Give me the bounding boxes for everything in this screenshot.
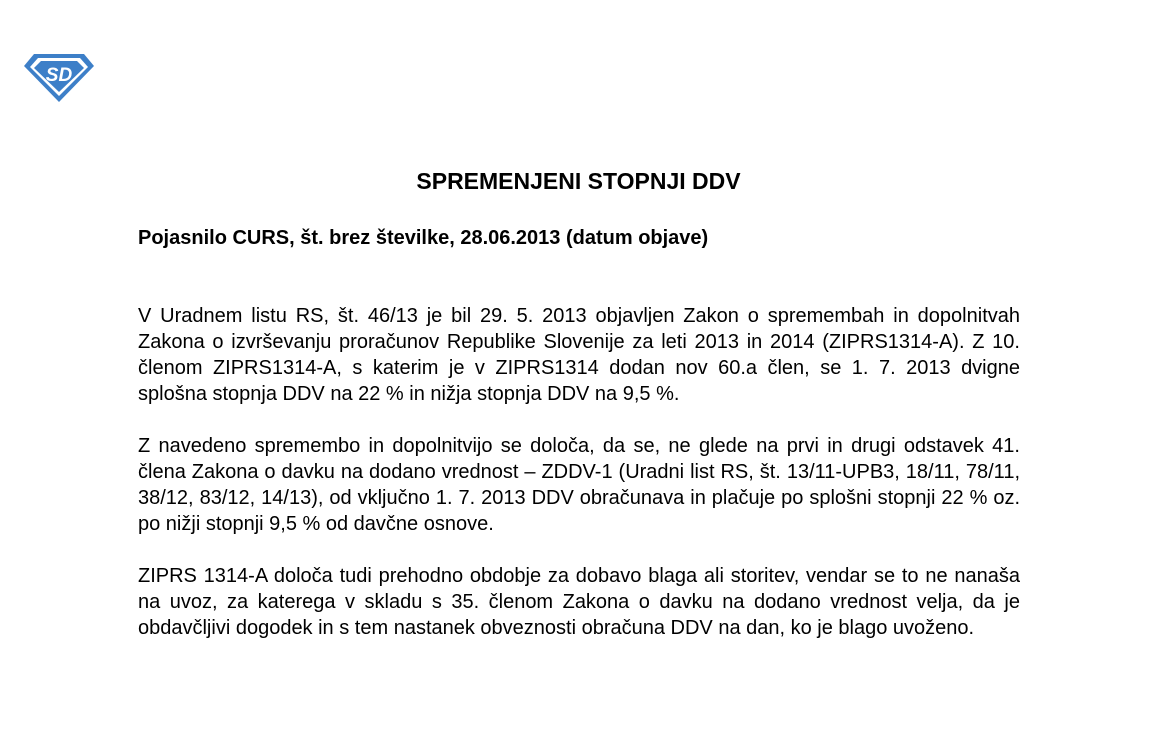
- diamond-logo-icon: [22, 50, 96, 104]
- logo-text: SD: [45, 65, 73, 86]
- document-body: [138, 303, 1020, 667]
- paragraph-1: V Uradnem listu RS, št. 46/13 je bil 29. 5. 2013 objavljen Zakon o spremembah in dopolnitvah Zakona o izvrševanju proračunov Republike Slovenije za leti 2013 in 2014 (ZIPRS1314-A). Z 10. členom ZIPRS1314-A, s katerim je v ZIPRS1314 dodan nov 60.a člen, se 1. 7. 2013 dvigne splošna stopnja DDV na 22 % in nižja stopnja DDV na 9,5 %.: [138, 305, 1020, 405]
- page-title: SPREMENJENI STOPNJI DDV: [416, 168, 741, 194]
- paragraph-2: Z navedeno spremembo in dopolnitvijo se določa, da se, ne glede na prvi in drugi odstavek 41. člena Zakona o davku na dodano vrednost – ZDDV-1 (Uradni list RS, št. 13/11-UPB3, 18/11, 78/11, 38/12, 83/12, 14/13), od vključno 1. 7. 2013 DDV obračunava in plačuje po splošni stopnji 22 % oz. po nižji stopnji 9,5 % od davčne osnove.: [138, 435, 1020, 535]
- paragraph-3: ZIPRS 1314-A določa tudi prehodno obdobje za dobavo blaga ali storitev, vendar se to ne nanaša na uvoz, za katerega v skladu s 35. členom Zakona o davku na dodano vrednost velja, da je obdavčljivi dogodek in s tem nastanek obveznosti obračuna DDV na dan, ko je blago uvoženo.: [138, 565, 1020, 639]
- document-subtitle: Pojasnilo CURS, št. brez številke, 28.06.2013 (datum objave): [138, 227, 709, 249]
- logo: [22, 50, 96, 104]
